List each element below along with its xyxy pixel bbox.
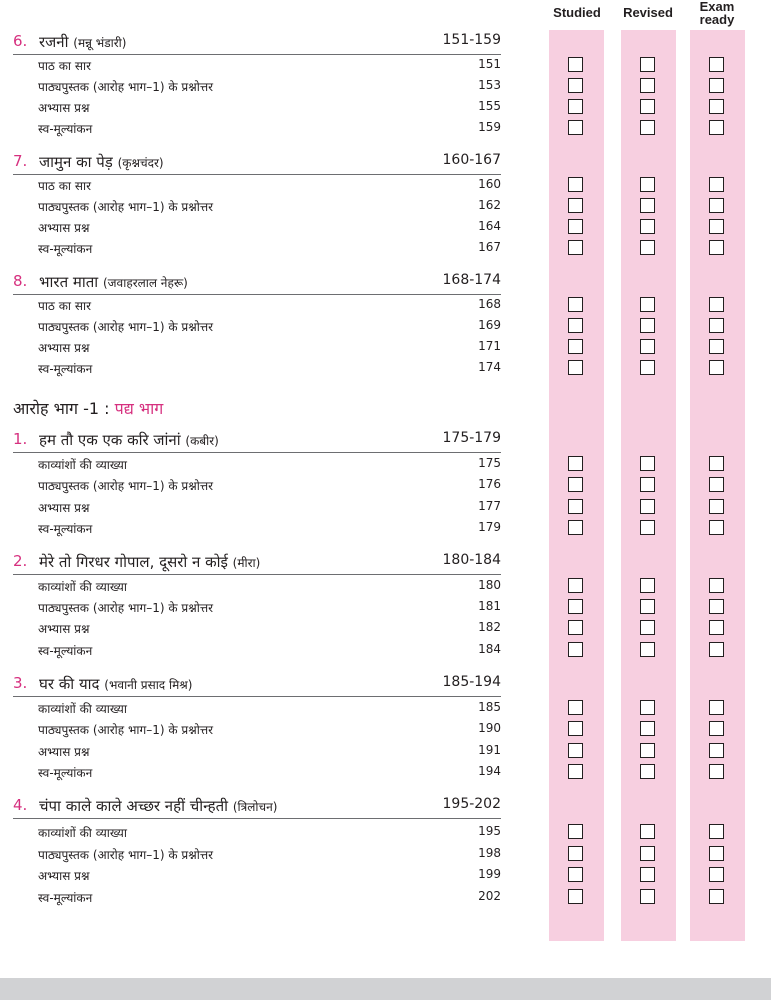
exam-ready-checkbox[interactable]	[709, 219, 724, 234]
exam-ready-checkbox[interactable]	[709, 318, 724, 333]
revised-checkbox[interactable]	[640, 456, 655, 471]
studied-checkbox[interactable]	[568, 219, 583, 234]
toc-item	[38, 743, 501, 761]
exam-ready-checkbox[interactable]	[709, 57, 724, 72]
toc-item-label: काव्यांशों की व्याख्या	[38, 580, 127, 594]
studied-checkbox[interactable]	[568, 297, 583, 312]
toc-item	[38, 78, 501, 96]
revised-checkbox[interactable]	[640, 198, 655, 213]
toc-item-label: स्व-मूल्यांकन	[38, 122, 93, 136]
studied-checkbox[interactable]	[568, 339, 583, 354]
exam-ready-checkbox[interactable]	[709, 721, 724, 736]
studied-checkbox[interactable]	[568, 721, 583, 736]
exam-ready-checkbox[interactable]	[709, 240, 724, 255]
toc-item-label: अभ्यास प्रश्न	[38, 622, 90, 636]
toc-item-page: 179	[478, 520, 501, 534]
studied-checkbox[interactable]	[568, 620, 583, 635]
chapter-author: (भवानी प्रसाद मिश्र)	[104, 678, 193, 692]
chapter-author: (त्रिलोचन)	[232, 800, 278, 814]
studied-checkbox[interactable]	[568, 99, 583, 114]
chapter-number: 2.	[13, 552, 28, 570]
column-header-exam-line1: Exam	[699, 0, 735, 14]
exam-ready-checkbox[interactable]	[709, 339, 724, 354]
toc-item	[38, 219, 501, 237]
toc-item-page: 176	[478, 477, 501, 491]
exam-ready-checkbox[interactable]	[709, 360, 724, 375]
revised-checkbox[interactable]	[640, 642, 655, 657]
chapter-title-text: रजनी	[39, 33, 69, 51]
revised-checkbox[interactable]	[640, 297, 655, 312]
exam-ready-checkbox[interactable]	[709, 700, 724, 715]
chapter-heading	[13, 674, 501, 697]
toc-item-page: 155	[478, 99, 501, 113]
revised-checkbox[interactable]	[640, 99, 655, 114]
studied-checkbox[interactable]	[568, 360, 583, 375]
chapter-title	[39, 272, 188, 292]
chapter-heading	[13, 32, 501, 55]
toc-item	[38, 318, 501, 336]
exam-ready-checkbox[interactable]	[709, 78, 724, 93]
chapter-number: 4.	[13, 796, 28, 814]
revised-checkbox[interactable]	[640, 721, 655, 736]
toc-item-label: पाठ का सार	[38, 179, 91, 193]
revised-checkbox[interactable]	[640, 499, 655, 514]
revised-checkbox[interactable]	[640, 620, 655, 635]
toc-item-label: पाठ का सार	[38, 59, 91, 73]
exam-ready-checkbox[interactable]	[709, 599, 724, 614]
toc-item-label: स्व-मूल्यांकन	[38, 891, 93, 905]
studied-checkbox[interactable]	[568, 764, 583, 779]
chapter-title	[39, 430, 219, 450]
toc-item-label: स्व-मूल्यांकन	[38, 522, 93, 536]
toc-item-label: स्व-मूल्यांकन	[38, 644, 93, 658]
chapter-heading	[13, 430, 501, 453]
toc-item	[38, 889, 501, 907]
exam-ready-checkbox[interactable]	[709, 456, 724, 471]
toc-item-page: 164	[478, 219, 501, 233]
revised-checkbox[interactable]	[640, 57, 655, 72]
toc-item-page: 185	[478, 700, 501, 714]
studied-checkbox[interactable]	[568, 120, 583, 135]
toc-item-label: अभ्यास प्रश्न	[38, 501, 90, 515]
toc-item-label: पाठ्यपुस्तक (आरोह भाग–1) के प्रश्नोत्तर	[38, 723, 214, 737]
studied-checkbox[interactable]	[568, 599, 583, 614]
toc-item-label: काव्यांशों की व्याख्या	[38, 458, 127, 472]
studied-checkbox[interactable]	[568, 743, 583, 758]
exam-ready-checkbox[interactable]	[709, 824, 724, 839]
revised-checkbox[interactable]	[640, 177, 655, 192]
chapter-title	[39, 552, 260, 572]
section-name: पद्य भाग	[114, 399, 164, 418]
exam-ready-checkbox[interactable]	[709, 846, 724, 861]
exam-ready-checkbox[interactable]	[709, 177, 724, 192]
revised-checkbox[interactable]	[640, 599, 655, 614]
footer-bar	[0, 978, 771, 1000]
revised-checkbox[interactable]	[640, 360, 655, 375]
chapter-title-text: मेरे तो गिरधर गोपाल, दूसरो न कोई	[39, 553, 228, 571]
toc-item-label: पाठ्यपुस्तक (आरोह भाग–1) के प्रश्नोत्तर	[38, 479, 214, 493]
chapter-heading	[13, 552, 501, 575]
studied-checkbox[interactable]	[568, 520, 583, 535]
toc-item-page: 162	[478, 198, 501, 212]
revised-checkbox[interactable]	[640, 339, 655, 354]
toc-item-page: 177	[478, 499, 501, 513]
toc-item-label: पाठ्यपुस्तक (आरोह भाग–1) के प्रश्नोत्तर	[38, 848, 214, 862]
toc-item	[38, 620, 501, 638]
exam-ready-checkbox[interactable]	[709, 297, 724, 312]
toc-item-label: काव्यांशों की व्याख्या	[38, 702, 127, 716]
toc-item-page: 182	[478, 620, 501, 634]
chapter-heading	[13, 272, 501, 295]
exam-ready-checkbox[interactable]	[709, 764, 724, 779]
exam-ready-checkbox[interactable]	[709, 99, 724, 114]
chapter-title-text: भारत माता	[39, 273, 99, 291]
toc-item	[38, 477, 501, 495]
toc-item	[38, 700, 501, 718]
studied-checkbox[interactable]	[568, 824, 583, 839]
chapter-author: (जवाहरलाल नेहरू)	[102, 276, 188, 290]
chapter-heading	[13, 796, 501, 819]
studied-checkbox[interactable]	[568, 642, 583, 657]
exam-ready-checkbox[interactable]	[709, 198, 724, 213]
toc-item	[38, 297, 501, 315]
revised-checkbox[interactable]	[640, 846, 655, 861]
chapter-author: (कृश्नचंदर)	[117, 156, 164, 170]
chapter-title	[39, 152, 164, 172]
exam-ready-checkbox[interactable]	[709, 578, 724, 593]
toc-item	[38, 456, 501, 474]
revised-checkbox[interactable]	[640, 867, 655, 882]
chapter-heading	[13, 152, 501, 175]
exam-ready-checkbox[interactable]	[709, 620, 724, 635]
studied-checkbox[interactable]	[568, 318, 583, 333]
chapter-title-text: घर की याद	[39, 675, 100, 693]
toc-item	[38, 360, 501, 378]
toc-item-label: अभ्यास प्रश्न	[38, 101, 90, 115]
toc-item-page: 151	[478, 57, 501, 71]
revised-checkbox[interactable]	[640, 520, 655, 535]
chapter-title	[39, 32, 126, 52]
toc-item-label: पाठ्यपुस्तक (आरोह भाग–1) के प्रश्नोत्तर	[38, 601, 214, 615]
chapter-title-text: चंपा काले काले अच्छर नहीं चीन्हती	[39, 797, 229, 815]
revised-checkbox[interactable]	[640, 764, 655, 779]
chapter-number: 7.	[13, 152, 28, 170]
chapter-page-range: 168-174	[442, 272, 501, 288]
exam-ready-checkbox[interactable]	[709, 743, 724, 758]
studied-checkbox[interactable]	[568, 177, 583, 192]
exam-ready-checkbox[interactable]	[709, 120, 724, 135]
toc-item-page: 190	[478, 721, 501, 735]
toc-item-page: 191	[478, 743, 501, 757]
toc-item	[38, 764, 501, 782]
toc-item-label: अभ्यास प्रश्न	[38, 221, 90, 235]
revised-checkbox[interactable]	[640, 318, 655, 333]
toc-item	[38, 99, 501, 117]
toc-item	[38, 240, 501, 258]
toc-item-label: पाठ्यपुस्तक (आरोह भाग–1) के प्रश्नोत्तर	[38, 80, 214, 94]
toc-item-page: 184	[478, 642, 501, 656]
revised-checkbox[interactable]	[640, 824, 655, 839]
revised-checkbox[interactable]	[640, 240, 655, 255]
section-title	[13, 397, 163, 419]
toc-item	[38, 721, 501, 739]
toc-item-label: काव्यांशों की व्याख्या	[38, 826, 127, 840]
revised-checkbox[interactable]	[640, 78, 655, 93]
studied-checkbox[interactable]	[568, 78, 583, 93]
chapter-number: 8.	[13, 272, 28, 290]
toc-item-page: 194	[478, 764, 501, 778]
revised-checkbox[interactable]	[640, 477, 655, 492]
studied-checkbox[interactable]	[568, 240, 583, 255]
toc-item	[38, 499, 501, 517]
toc-item-label: स्व-मूल्यांकन	[38, 766, 93, 780]
toc-item	[38, 824, 501, 842]
toc-item	[38, 578, 501, 596]
revised-checkbox[interactable]	[640, 743, 655, 758]
toc-item-label: पाठ का सार	[38, 299, 91, 313]
exam-ready-checkbox[interactable]	[709, 520, 724, 535]
section-prefix: आरोह भाग -1 :	[13, 399, 115, 418]
toc-item	[38, 599, 501, 617]
chapter-page-range: 195-202	[442, 796, 501, 812]
chapter-page-range: 160-167	[442, 152, 501, 168]
chapter-number: 6.	[13, 32, 28, 50]
studied-checkbox[interactable]	[568, 867, 583, 882]
studied-checkbox[interactable]	[568, 57, 583, 72]
column-header-revised: Revised	[623, 5, 673, 20]
chapter-author: (मीरा)	[232, 556, 261, 570]
chapter-number: 3.	[13, 674, 28, 692]
toc-item	[38, 520, 501, 538]
toc-item-page: 174	[478, 360, 501, 374]
toc-item-label: स्व-मूल्यांकन	[38, 362, 93, 376]
column-header-studied: Studied	[553, 5, 601, 20]
chapter-title	[39, 796, 277, 816]
studied-checkbox[interactable]	[568, 499, 583, 514]
chapter-title	[39, 674, 192, 694]
exam-ready-checkbox[interactable]	[709, 889, 724, 904]
toc-item-page: 167	[478, 240, 501, 254]
chapter-number: 1.	[13, 430, 28, 448]
studied-checkbox[interactable]	[568, 889, 583, 904]
toc-item-page: 181	[478, 599, 501, 613]
toc-item	[38, 846, 501, 864]
toc-item	[38, 339, 501, 357]
toc-item-label: अभ्यास प्रश्न	[38, 341, 90, 355]
chapter-author: (कबीर)	[185, 434, 219, 448]
toc-item-label: अभ्यास प्रश्न	[38, 745, 90, 759]
studied-checkbox[interactable]	[568, 700, 583, 715]
toc-item-page: 198	[478, 846, 501, 860]
revised-checkbox[interactable]	[640, 120, 655, 135]
toc-item	[38, 120, 501, 138]
toc-item-page: 168	[478, 297, 501, 311]
exam-ready-checkbox[interactable]	[709, 642, 724, 657]
toc-item-page: 153	[478, 78, 501, 92]
revised-checkbox[interactable]	[640, 700, 655, 715]
chapter-page-range: 185-194	[442, 674, 501, 690]
toc-item-page: 160	[478, 177, 501, 191]
toc-item-label: पाठ्यपुस्तक (आरोह भाग–1) के प्रश्नोत्तर	[38, 320, 214, 334]
chapter-title-text: हम तौ एक एक करि जांनां	[39, 431, 181, 449]
chapter-author: (मन्नू भंडारी)	[73, 36, 127, 50]
toc-item-label: पाठ्यपुस्तक (आरोह भाग–1) के प्रश्नोत्तर	[38, 200, 214, 214]
studied-checkbox[interactable]	[568, 477, 583, 492]
studied-checkbox[interactable]	[568, 198, 583, 213]
toc-item-label: स्व-मूल्यांकन	[38, 242, 93, 256]
revised-checkbox[interactable]	[640, 578, 655, 593]
studied-checkbox[interactable]	[568, 578, 583, 593]
column-header-exam-line2: ready	[699, 12, 735, 27]
exam-ready-checkbox[interactable]	[709, 477, 724, 492]
exam-ready-checkbox[interactable]	[709, 499, 724, 514]
toc-item	[38, 198, 501, 216]
exam-ready-checkbox[interactable]	[709, 867, 724, 882]
chapter-page-range: 180-184	[442, 552, 501, 568]
chapter-title-text: जामुन का पेड़	[39, 153, 113, 171]
toc-item-page: 202	[478, 889, 501, 903]
toc-item-label: अभ्यास प्रश्न	[38, 869, 90, 883]
chapter-page-range: 151-159	[442, 32, 501, 48]
revised-checkbox[interactable]	[640, 889, 655, 904]
toc-item	[38, 642, 501, 660]
column-header-exam-ready	[687, 0, 747, 26]
toc-item-page: 195	[478, 824, 501, 838]
toc-item-page: 159	[478, 120, 501, 134]
toc-item	[38, 177, 501, 195]
studied-checkbox[interactable]	[568, 846, 583, 861]
toc-item	[38, 57, 501, 75]
toc-item-page: 199	[478, 867, 501, 881]
studied-checkbox[interactable]	[568, 456, 583, 471]
toc-item	[38, 867, 501, 885]
chapter-page-range: 175-179	[442, 430, 501, 446]
toc-item-page: 180	[478, 578, 501, 592]
toc-item-page: 169	[478, 318, 501, 332]
revised-checkbox[interactable]	[640, 219, 655, 234]
toc-item-page: 171	[478, 339, 501, 353]
toc-item-page: 175	[478, 456, 501, 470]
